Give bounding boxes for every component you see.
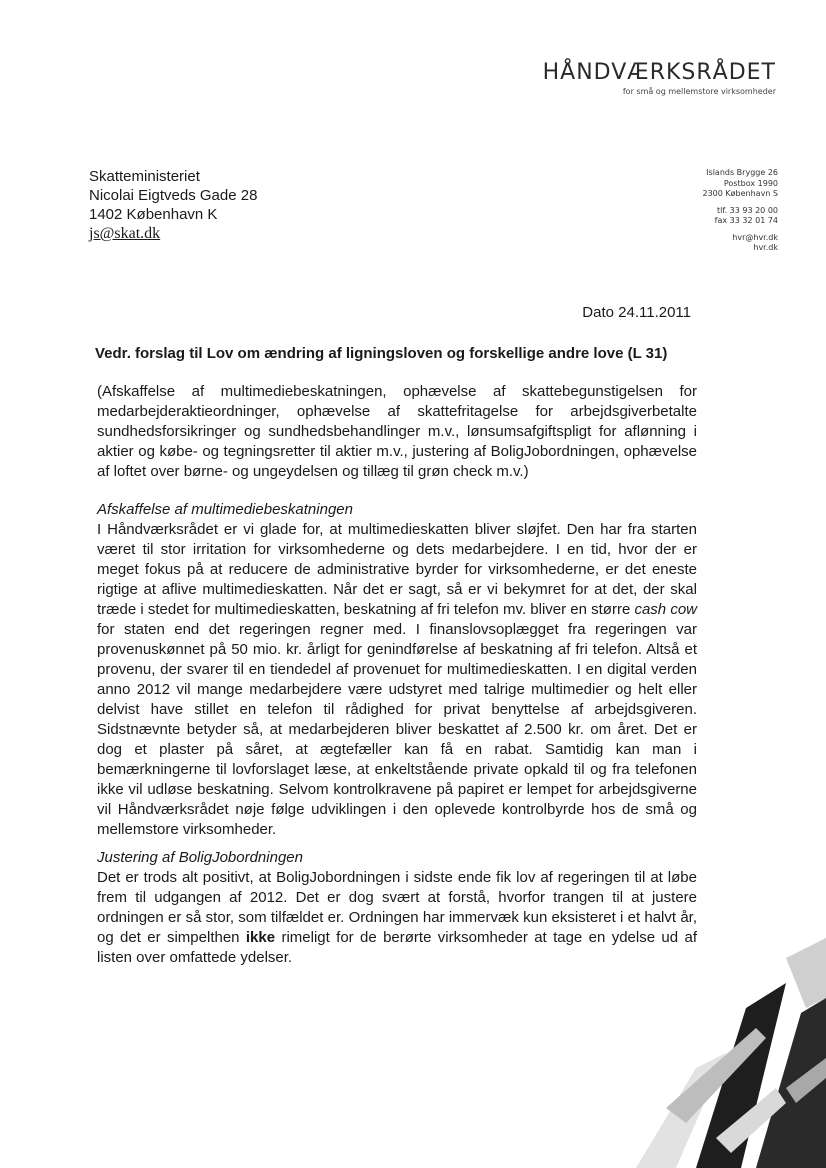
sender-web: hvr.dk: [753, 243, 778, 252]
letterhead-logo: [543, 60, 776, 96]
sender-address: [702, 168, 778, 254]
recipient-street: Nicolai Eigtveds Gade 28: [89, 187, 258, 204]
sender-phone: tlf. 33 93 20 00: [716, 205, 778, 215]
recipient-name: Skatteministeriet: [89, 168, 200, 185]
decorative-ribbon-graphic: [636, 938, 826, 1168]
body-text-part: rimeligt for de berørte virksomheder at tage en ydelse ud af listen over omfattede ydelser.: [97, 929, 697, 966]
sender-street: Islands Brygge 26: [706, 168, 778, 177]
sender-city: 2300 København S: [702, 189, 778, 198]
body-text-bold: ikke: [245, 929, 276, 946]
section-multimedia-heading: Afskaffelse af multimediebeskatningen: [97, 501, 353, 518]
section-multimedia: [97, 500, 697, 840]
recipient-city: 1402 København K: [89, 206, 218, 223]
intro-paragraph: [97, 382, 697, 482]
sender-fax: fax 33 32 01 74: [714, 216, 778, 225]
body-text-part: Det er trods alt positivt, at BoligJobordningen i sidste ende fik lov af regeringen til at løbe frem til udgangen af 2012. Det er dog svært at forstå, hvorfor trangen til at justere ordningen er så stor, som tilfældet er. Ordningen har immervæk kun eksisteret i et halvt år, og det er simpelthen: [97, 869, 697, 946]
body-text-part: for staten end det regeringen regner med. I finanslovsoplægget fra regeringen var provenuskønnet på 50 mio. kr. årligt for genindførelse af beskatning af fri telefon. Altså et provenu, der svarer til en tiendedel af provenuet for multimedieskatten. I en digital verden anno 2012 vil mange medarbejdere være udstyret med talrige multimedier og helt eller delvist have stillet en telefon til rådighed for privat benyttelse af arbejdsgiveren. Sidstnævnte betyder så, at medarbejderen bliver beskattet af 2.500 kr. om året. Det er dog et plaster på såret, at ægtefæller kan få en rabat. Samtidig kan man i bemærkningerne til lovforslaget læse, at enkeltstående private opkald til og fra telefonen ikke vil udløse beskatning. Selvom kontrolkravene på papiret er lempet for arbejdsgiverne vil Håndværksrådet nøje følge udviklingen i den oplevede kontrolbyrde hos de små og mellemstore virksomheder.: [97, 621, 697, 838]
section-boligjob: [97, 848, 697, 968]
section-boligjob-body: [97, 868, 697, 968]
intro-text: (Afskaffelse af multimediebeskatningen, ophævelse af skattebegunstigelsen for medarbejderaktieordninger, ophævelse af skattefritagelse for arbejdsgiverbetalte sundhedsforsikringer og sundhedsbehandlinger m.v., lønsumsafgiftspligt for aflønning i aktier og købe- og tegningsretter til aktier m.v., justering af BoligJobordningen, ophævelse af loftet over børne- og ungeydelsen og tillæg til grøn check m.v.): [97, 383, 697, 480]
logo-subtitle: for små og mellemstore virksomheder: [622, 87, 776, 96]
logo-title: HÅNDVÆRKSRÅDET: [542, 60, 776, 85]
recipient-address: [89, 167, 257, 243]
section-boligjob-heading: Justering af BoligJobordningen: [97, 849, 303, 866]
body-text-italic: cash cow: [634, 601, 697, 618]
letter-date: Dato 24.11.2011: [582, 304, 691, 321]
section-multimedia-body: [97, 520, 697, 840]
body-text-part: I Håndværksrådet er vi glade for, at multimedieskatten bliver sløjfet. Den har fra starten været til stor irritation for virksomhederne og dets medarbejdere. I en tid, hvor der er meget fokus på at reducere de administrative byrder for virksomhederne, er det eneste rigtige at aflive multimedieskatten. Når det er sagt, så er vi bekymret for at det, der skal træde i stedet for multimedieskatten, beskatning af fri telefon mv. bliver en større: [97, 521, 697, 618]
sender-email: hvr@hvr.dk: [732, 232, 778, 242]
sender-postbox: Postbox 1990: [723, 178, 778, 188]
letter-subject: Vedr. forslag til Lov om ændring af ligningsloven og forskellige andre love (L 31): [95, 345, 668, 362]
recipient-email-link[interactable]: js@skat.dk: [89, 225, 161, 242]
